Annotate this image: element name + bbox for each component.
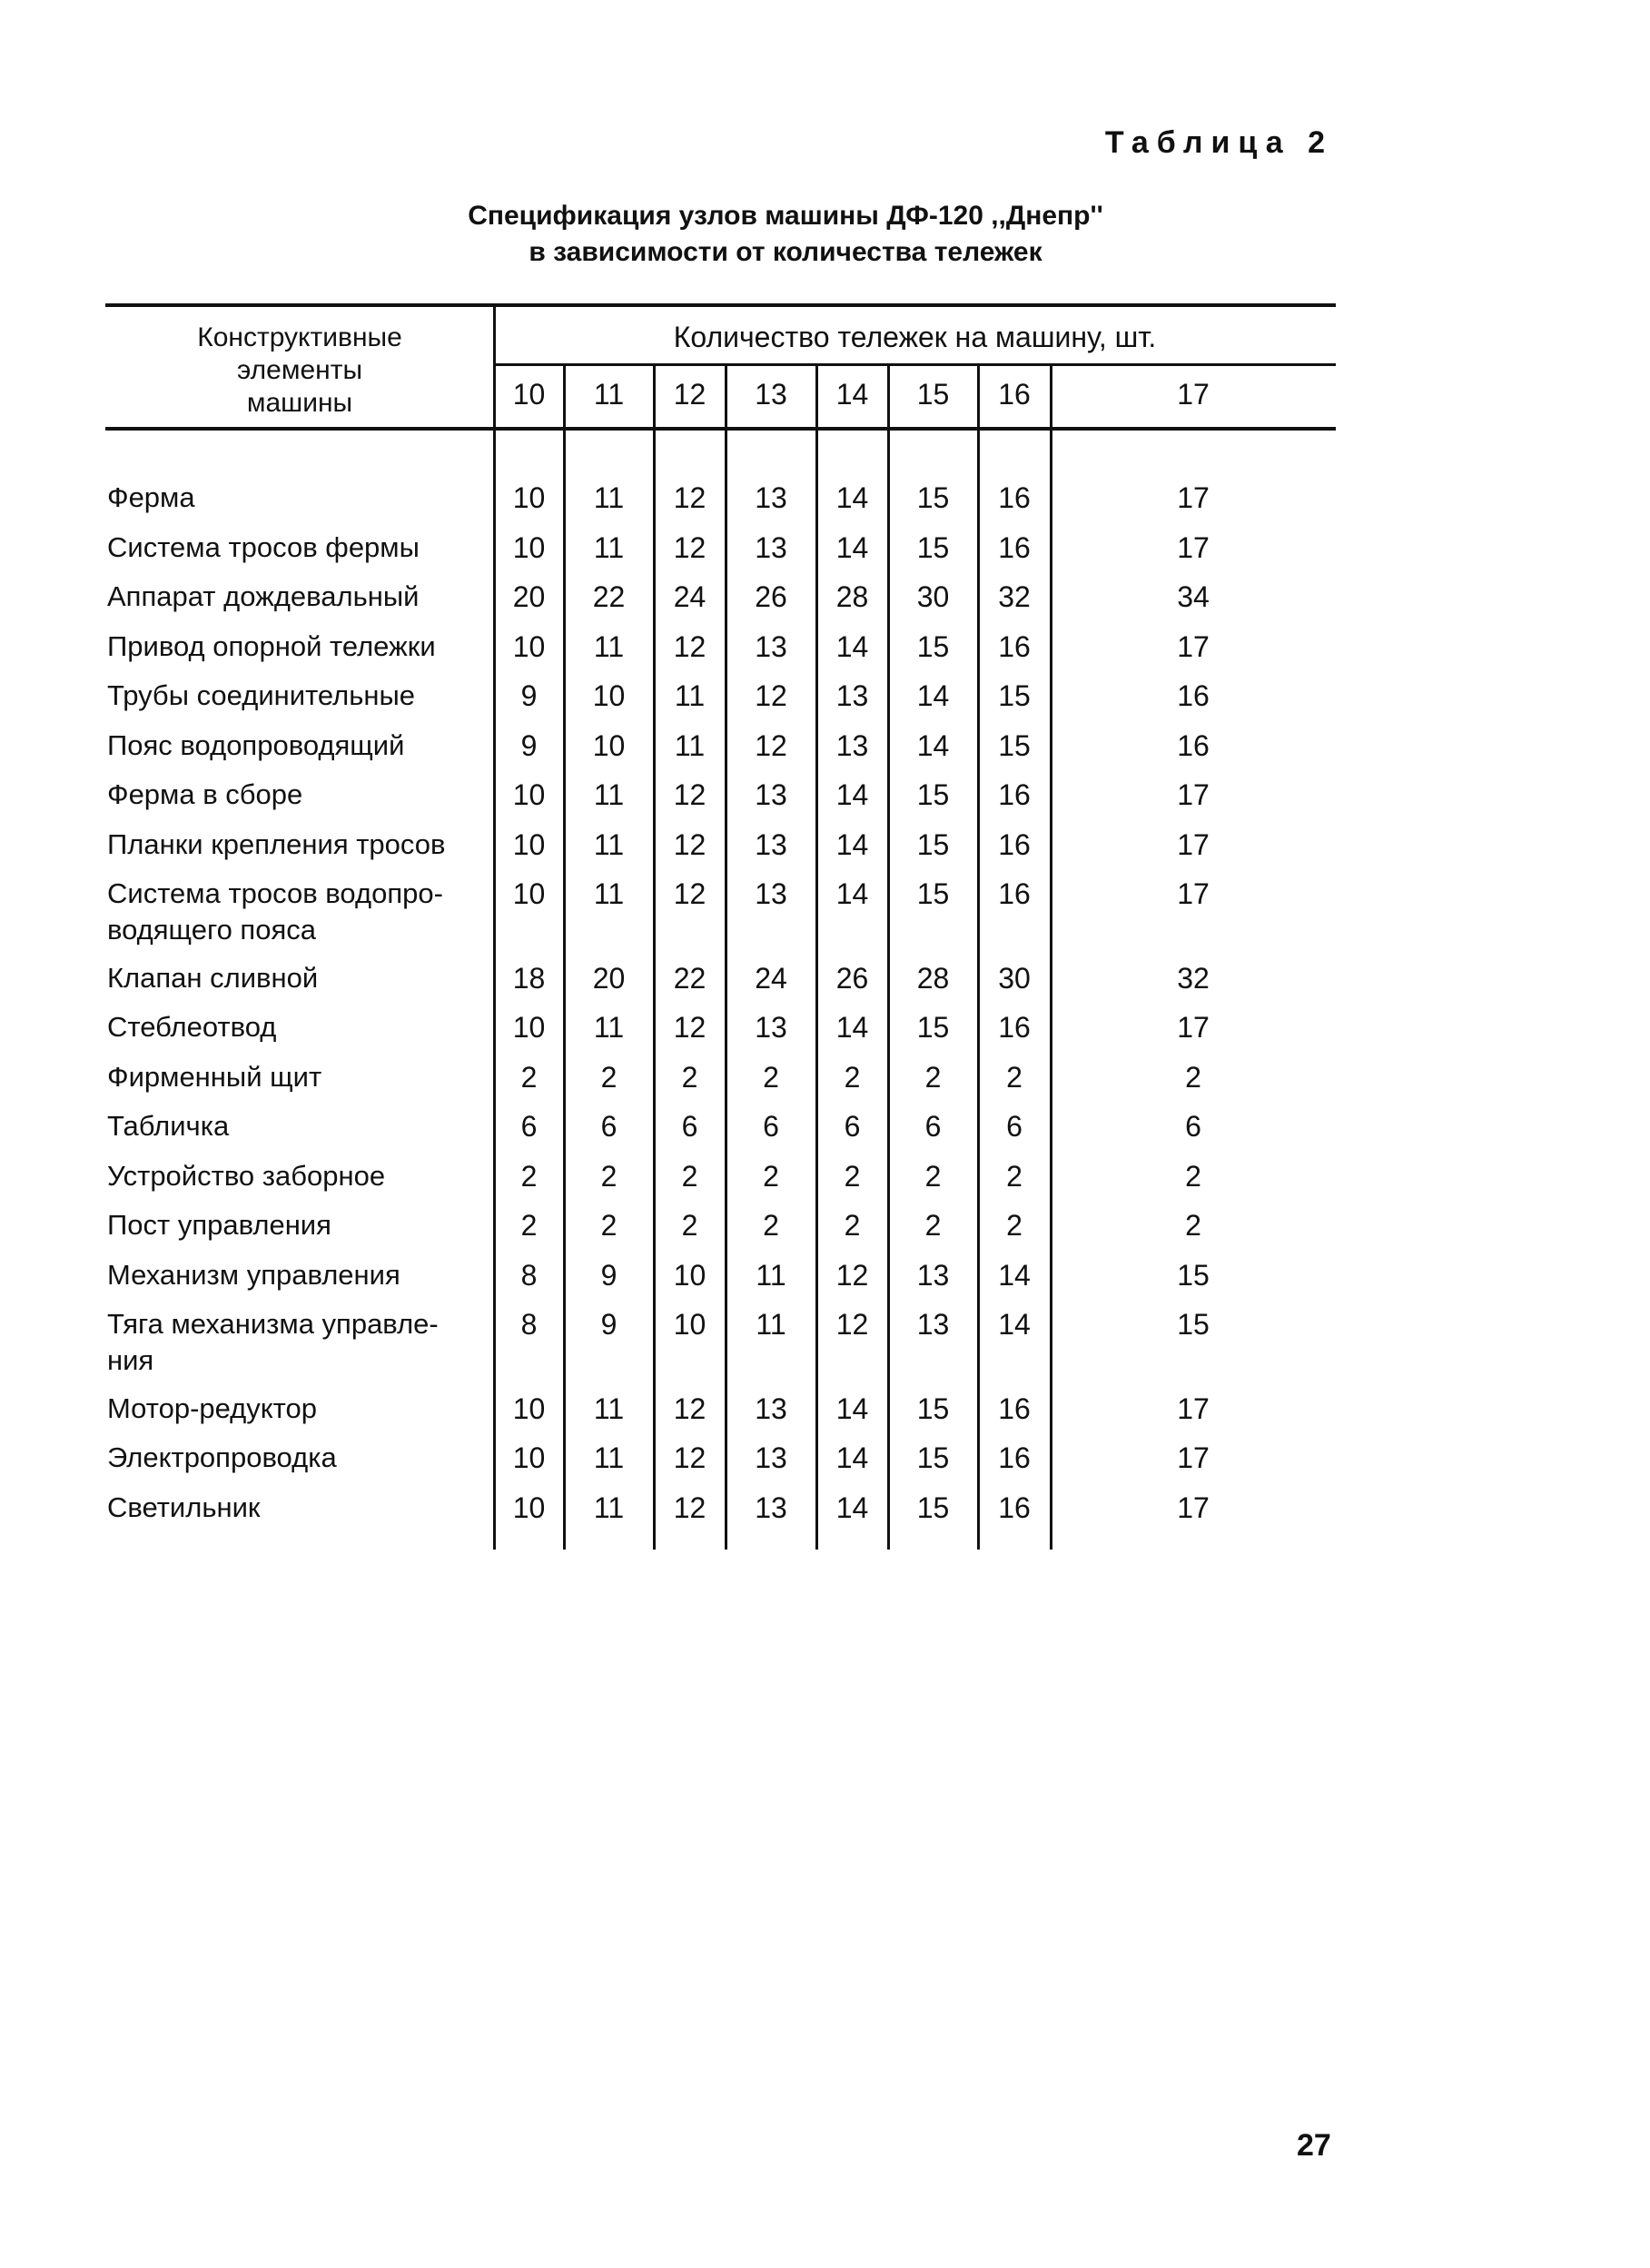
row-label-line: Трубы соединительные xyxy=(107,679,416,711)
row-value: 15 xyxy=(916,530,950,564)
row-value: 8 xyxy=(520,1308,538,1341)
row-label-line: Фирменный щит xyxy=(107,1060,322,1093)
row-value: 14 xyxy=(835,629,869,663)
row-value: 11 xyxy=(593,827,625,861)
row-value: 16 xyxy=(998,1491,1031,1524)
row-label xyxy=(107,827,490,863)
row-label xyxy=(107,1391,490,1427)
row-value: 14 xyxy=(916,728,950,762)
row-value: 11 xyxy=(756,1308,786,1341)
row-value: 22 xyxy=(592,580,626,613)
row-value: 2 xyxy=(763,1060,779,1094)
row-value: 10 xyxy=(512,1441,546,1474)
caption-line: Спецификация узлов машины ДФ-120 ,,Днепр'' xyxy=(468,201,1103,231)
row-value: 15 xyxy=(916,1392,950,1425)
row-label-line: Стеблеотвод xyxy=(107,1011,277,1043)
header-column-number: 12 xyxy=(673,378,706,411)
row-value: 10 xyxy=(512,481,546,514)
row-value: 10 xyxy=(512,778,546,811)
row-value: 2 xyxy=(844,1209,861,1242)
row-value: 11 xyxy=(593,1011,625,1044)
header-column-number: 15 xyxy=(916,378,950,411)
row-value: 6 xyxy=(924,1110,942,1143)
row-label xyxy=(107,480,490,516)
row-value: 14 xyxy=(916,679,950,712)
row-label-line: Пояс водопроводящий xyxy=(107,728,405,761)
row-value: 10 xyxy=(512,1491,546,1524)
row-value: 14 xyxy=(998,1258,1031,1292)
row-value: 12 xyxy=(755,728,787,762)
row-value: 14 xyxy=(835,481,869,514)
row-label-line: Ферма в сборе xyxy=(107,778,303,810)
row-label xyxy=(107,1059,490,1095)
row-value: 2 xyxy=(763,1159,779,1193)
row-value: 2 xyxy=(681,1060,698,1094)
row-value: 12 xyxy=(673,1392,706,1425)
row-label xyxy=(107,777,490,813)
row-label xyxy=(107,876,490,948)
row-value: 2 xyxy=(1006,1060,1023,1094)
row-value: 2 xyxy=(924,1209,942,1242)
row-value: 16 xyxy=(998,481,1031,514)
header-stub-line: машины xyxy=(246,388,353,418)
row-value: 15 xyxy=(916,1491,950,1524)
row-value: 6 xyxy=(763,1110,779,1143)
row-label xyxy=(107,629,490,665)
row-value: 15 xyxy=(916,827,950,861)
row-value: 17 xyxy=(1177,530,1210,564)
row-value: 10 xyxy=(592,728,626,762)
row-value: 13 xyxy=(835,728,869,762)
row-value: 2 xyxy=(520,1060,538,1094)
row-value: 20 xyxy=(592,961,626,995)
row-value: 13 xyxy=(755,1392,787,1425)
row-value: 11 xyxy=(756,1258,786,1292)
row-value: 2 xyxy=(763,1209,779,1242)
row-value: 15 xyxy=(998,728,1031,762)
row-value: 20 xyxy=(512,580,546,613)
row-value: 17 xyxy=(1177,1011,1210,1044)
row-label-line: Аппарат дождевальный xyxy=(107,580,420,612)
row-value: 2 xyxy=(1185,1159,1201,1193)
row-value: 17 xyxy=(1177,629,1210,663)
row-value: 11 xyxy=(593,1392,625,1425)
header-column-number: 11 xyxy=(593,378,625,411)
row-value: 2 xyxy=(1006,1159,1023,1193)
row-label xyxy=(107,1440,490,1476)
row-value: 17 xyxy=(1177,827,1210,861)
row-label xyxy=(107,1158,490,1194)
row-value: 17 xyxy=(1177,1441,1210,1474)
row-label-line: ния xyxy=(107,1344,154,1376)
row-value: 10 xyxy=(592,679,626,712)
row-label-line: Ферма xyxy=(107,481,195,513)
row-value: 9 xyxy=(600,1308,618,1341)
row-value: 11 xyxy=(593,1491,625,1524)
row-value: 16 xyxy=(998,629,1031,663)
page-number: 27 xyxy=(1297,2128,1331,2163)
row-value: 6 xyxy=(844,1110,861,1143)
row-value: 14 xyxy=(835,1011,869,1044)
row-value: 13 xyxy=(755,1441,787,1474)
row-value: 15 xyxy=(916,481,950,514)
row-value: 13 xyxy=(755,877,787,910)
row-value: 16 xyxy=(998,1011,1031,1044)
row-value: 11 xyxy=(674,728,706,762)
row-value: 6 xyxy=(520,1110,538,1143)
row-value: 12 xyxy=(673,778,706,811)
row-value: 9 xyxy=(520,728,538,762)
row-value: 9 xyxy=(520,679,538,712)
row-value: 14 xyxy=(998,1308,1031,1341)
header-column-number: 16 xyxy=(998,378,1031,411)
row-label-line: Привод опорной тележки xyxy=(107,629,436,662)
row-label-line: Клапан сливной xyxy=(107,961,319,994)
row-value: 10 xyxy=(673,1258,706,1292)
row-value: 11 xyxy=(674,679,706,712)
row-value: 10 xyxy=(673,1308,706,1341)
header-stub-line: элементы xyxy=(236,355,363,385)
row-value: 12 xyxy=(673,1491,706,1524)
row-label-line: Система тросов водопро- xyxy=(107,877,443,909)
row-value: 13 xyxy=(755,481,787,514)
row-value: 26 xyxy=(755,580,787,613)
row-value: 24 xyxy=(673,580,706,613)
table-rule xyxy=(105,427,1336,431)
row-value: 10 xyxy=(512,1011,546,1044)
row-value: 2 xyxy=(600,1159,618,1193)
row-value: 2 xyxy=(600,1060,618,1094)
row-value: 11 xyxy=(593,629,625,663)
row-value: 10 xyxy=(512,530,546,564)
row-value: 15 xyxy=(1177,1258,1210,1292)
row-value: 15 xyxy=(916,877,950,910)
row-label-line: Табличка xyxy=(107,1110,230,1142)
row-value: 14 xyxy=(835,827,869,861)
row-label xyxy=(107,960,490,996)
row-label xyxy=(107,1306,490,1379)
row-value: 13 xyxy=(755,629,787,663)
row-value: 12 xyxy=(835,1308,869,1341)
row-label-line: Электропроводка xyxy=(107,1441,337,1473)
row-value: 28 xyxy=(916,961,950,995)
row-value: 24 xyxy=(755,961,787,995)
caption-line: в зависимости от количества тележек xyxy=(529,237,1042,267)
row-value: 26 xyxy=(835,961,869,995)
row-value: 16 xyxy=(998,778,1031,811)
header-column-number: 17 xyxy=(1177,378,1210,411)
row-value: 22 xyxy=(673,961,706,995)
row-value: 2 xyxy=(1185,1209,1201,1242)
row-value: 2 xyxy=(844,1060,861,1094)
row-label-line: Планки крепления тросов xyxy=(107,827,446,860)
row-label xyxy=(107,1009,490,1045)
row-label xyxy=(107,728,490,764)
row-value: 2 xyxy=(681,1159,698,1193)
row-label-line: Мотор-редуктор xyxy=(107,1392,318,1424)
row-label xyxy=(107,1490,490,1526)
row-value: 10 xyxy=(512,827,546,861)
row-label xyxy=(107,530,490,566)
row-value: 15 xyxy=(916,778,950,811)
row-label xyxy=(107,678,490,714)
row-value: 2 xyxy=(600,1209,618,1242)
row-value: 2 xyxy=(844,1159,861,1193)
row-value: 12 xyxy=(673,629,706,663)
row-value: 13 xyxy=(755,827,787,861)
row-value: 11 xyxy=(593,1441,625,1474)
row-label-line: Тяга механизма управле- xyxy=(107,1308,439,1340)
row-value: 10 xyxy=(512,1392,546,1425)
row-value: 18 xyxy=(512,961,546,995)
row-label-line: Устройство заборное xyxy=(107,1159,386,1192)
row-value: 2 xyxy=(681,1209,698,1242)
row-label-line: Система тросов фермы xyxy=(107,530,420,563)
row-value: 14 xyxy=(835,778,869,811)
row-value: 14 xyxy=(835,1491,869,1524)
row-value: 12 xyxy=(673,481,706,514)
table-rule xyxy=(105,303,1336,307)
row-value: 2 xyxy=(520,1159,538,1193)
row-value: 15 xyxy=(1177,1308,1210,1341)
row-value: 9 xyxy=(600,1258,618,1292)
row-label xyxy=(107,1257,490,1293)
row-label-line: Пост управления xyxy=(107,1209,331,1241)
row-value: 15 xyxy=(916,1011,950,1044)
row-value: 11 xyxy=(593,530,625,564)
row-value: 28 xyxy=(835,580,869,613)
row-value: 16 xyxy=(998,877,1031,910)
row-value: 13 xyxy=(916,1258,950,1292)
header-stub xyxy=(105,322,494,420)
row-value: 16 xyxy=(998,1441,1031,1474)
row-value: 12 xyxy=(673,877,706,910)
row-value: 13 xyxy=(755,1491,787,1524)
row-label-line: водящего пояса xyxy=(107,914,316,946)
row-value: 15 xyxy=(998,679,1031,712)
row-value: 15 xyxy=(916,629,950,663)
row-value: 17 xyxy=(1177,1491,1210,1524)
row-value: 34 xyxy=(1177,580,1210,613)
row-value: 6 xyxy=(681,1110,698,1143)
row-value: 14 xyxy=(835,877,869,910)
row-value: 8 xyxy=(520,1258,538,1292)
header-column-number: 14 xyxy=(835,378,869,411)
row-value: 17 xyxy=(1177,778,1210,811)
row-value: 2 xyxy=(1006,1209,1023,1242)
table-label: Таблица 2 xyxy=(1104,125,1333,160)
row-value: 12 xyxy=(673,530,706,564)
row-value: 12 xyxy=(673,1011,706,1044)
row-value: 10 xyxy=(512,877,546,910)
spec-table xyxy=(105,303,1336,1566)
row-value: 13 xyxy=(755,530,787,564)
row-value: 16 xyxy=(1177,728,1210,762)
row-value: 13 xyxy=(916,1308,950,1341)
row-value: 30 xyxy=(916,580,950,613)
row-value: 14 xyxy=(835,1392,869,1425)
row-label xyxy=(107,1108,490,1144)
row-value: 15 xyxy=(916,1441,950,1474)
row-value: 10 xyxy=(512,629,546,663)
row-value: 12 xyxy=(755,679,787,712)
table-caption xyxy=(331,198,1240,271)
row-value: 32 xyxy=(1177,961,1210,995)
row-value: 11 xyxy=(593,778,625,811)
row-value: 17 xyxy=(1177,1392,1210,1425)
row-value: 13 xyxy=(755,1011,787,1044)
row-value: 12 xyxy=(673,1441,706,1474)
row-value: 12 xyxy=(835,1258,869,1292)
header-stub-line: Конструктивные xyxy=(197,322,402,352)
row-value: 13 xyxy=(755,778,787,811)
row-value: 2 xyxy=(520,1209,538,1242)
header-column-number: 10 xyxy=(512,378,546,411)
row-value: 17 xyxy=(1177,877,1210,910)
row-value: 2 xyxy=(924,1159,942,1193)
row-value: 32 xyxy=(998,580,1031,613)
row-value: 6 xyxy=(1006,1110,1023,1143)
row-value: 17 xyxy=(1177,481,1210,514)
row-value: 16 xyxy=(1177,679,1210,712)
row-value: 13 xyxy=(835,679,869,712)
row-value: 6 xyxy=(600,1110,618,1143)
row-value: 16 xyxy=(998,827,1031,861)
row-value: 14 xyxy=(835,530,869,564)
row-value: 2 xyxy=(1185,1060,1201,1094)
row-value: 16 xyxy=(998,530,1031,564)
row-label-line: Механизм управления xyxy=(107,1258,400,1291)
row-label xyxy=(107,1207,490,1243)
row-value: 11 xyxy=(593,877,625,910)
row-value: 30 xyxy=(998,961,1031,995)
row-label xyxy=(107,579,490,615)
row-value: 14 xyxy=(835,1441,869,1474)
row-value: 12 xyxy=(673,827,706,861)
header-group-label: Количество тележек на машину, шт. xyxy=(673,321,1157,353)
header-column-number: 13 xyxy=(755,378,787,411)
row-label-line: Светильник xyxy=(107,1491,261,1523)
row-value: 6 xyxy=(1185,1110,1201,1143)
row-value: 2 xyxy=(924,1060,942,1094)
row-value: 16 xyxy=(998,1392,1031,1425)
row-value: 11 xyxy=(593,481,625,514)
